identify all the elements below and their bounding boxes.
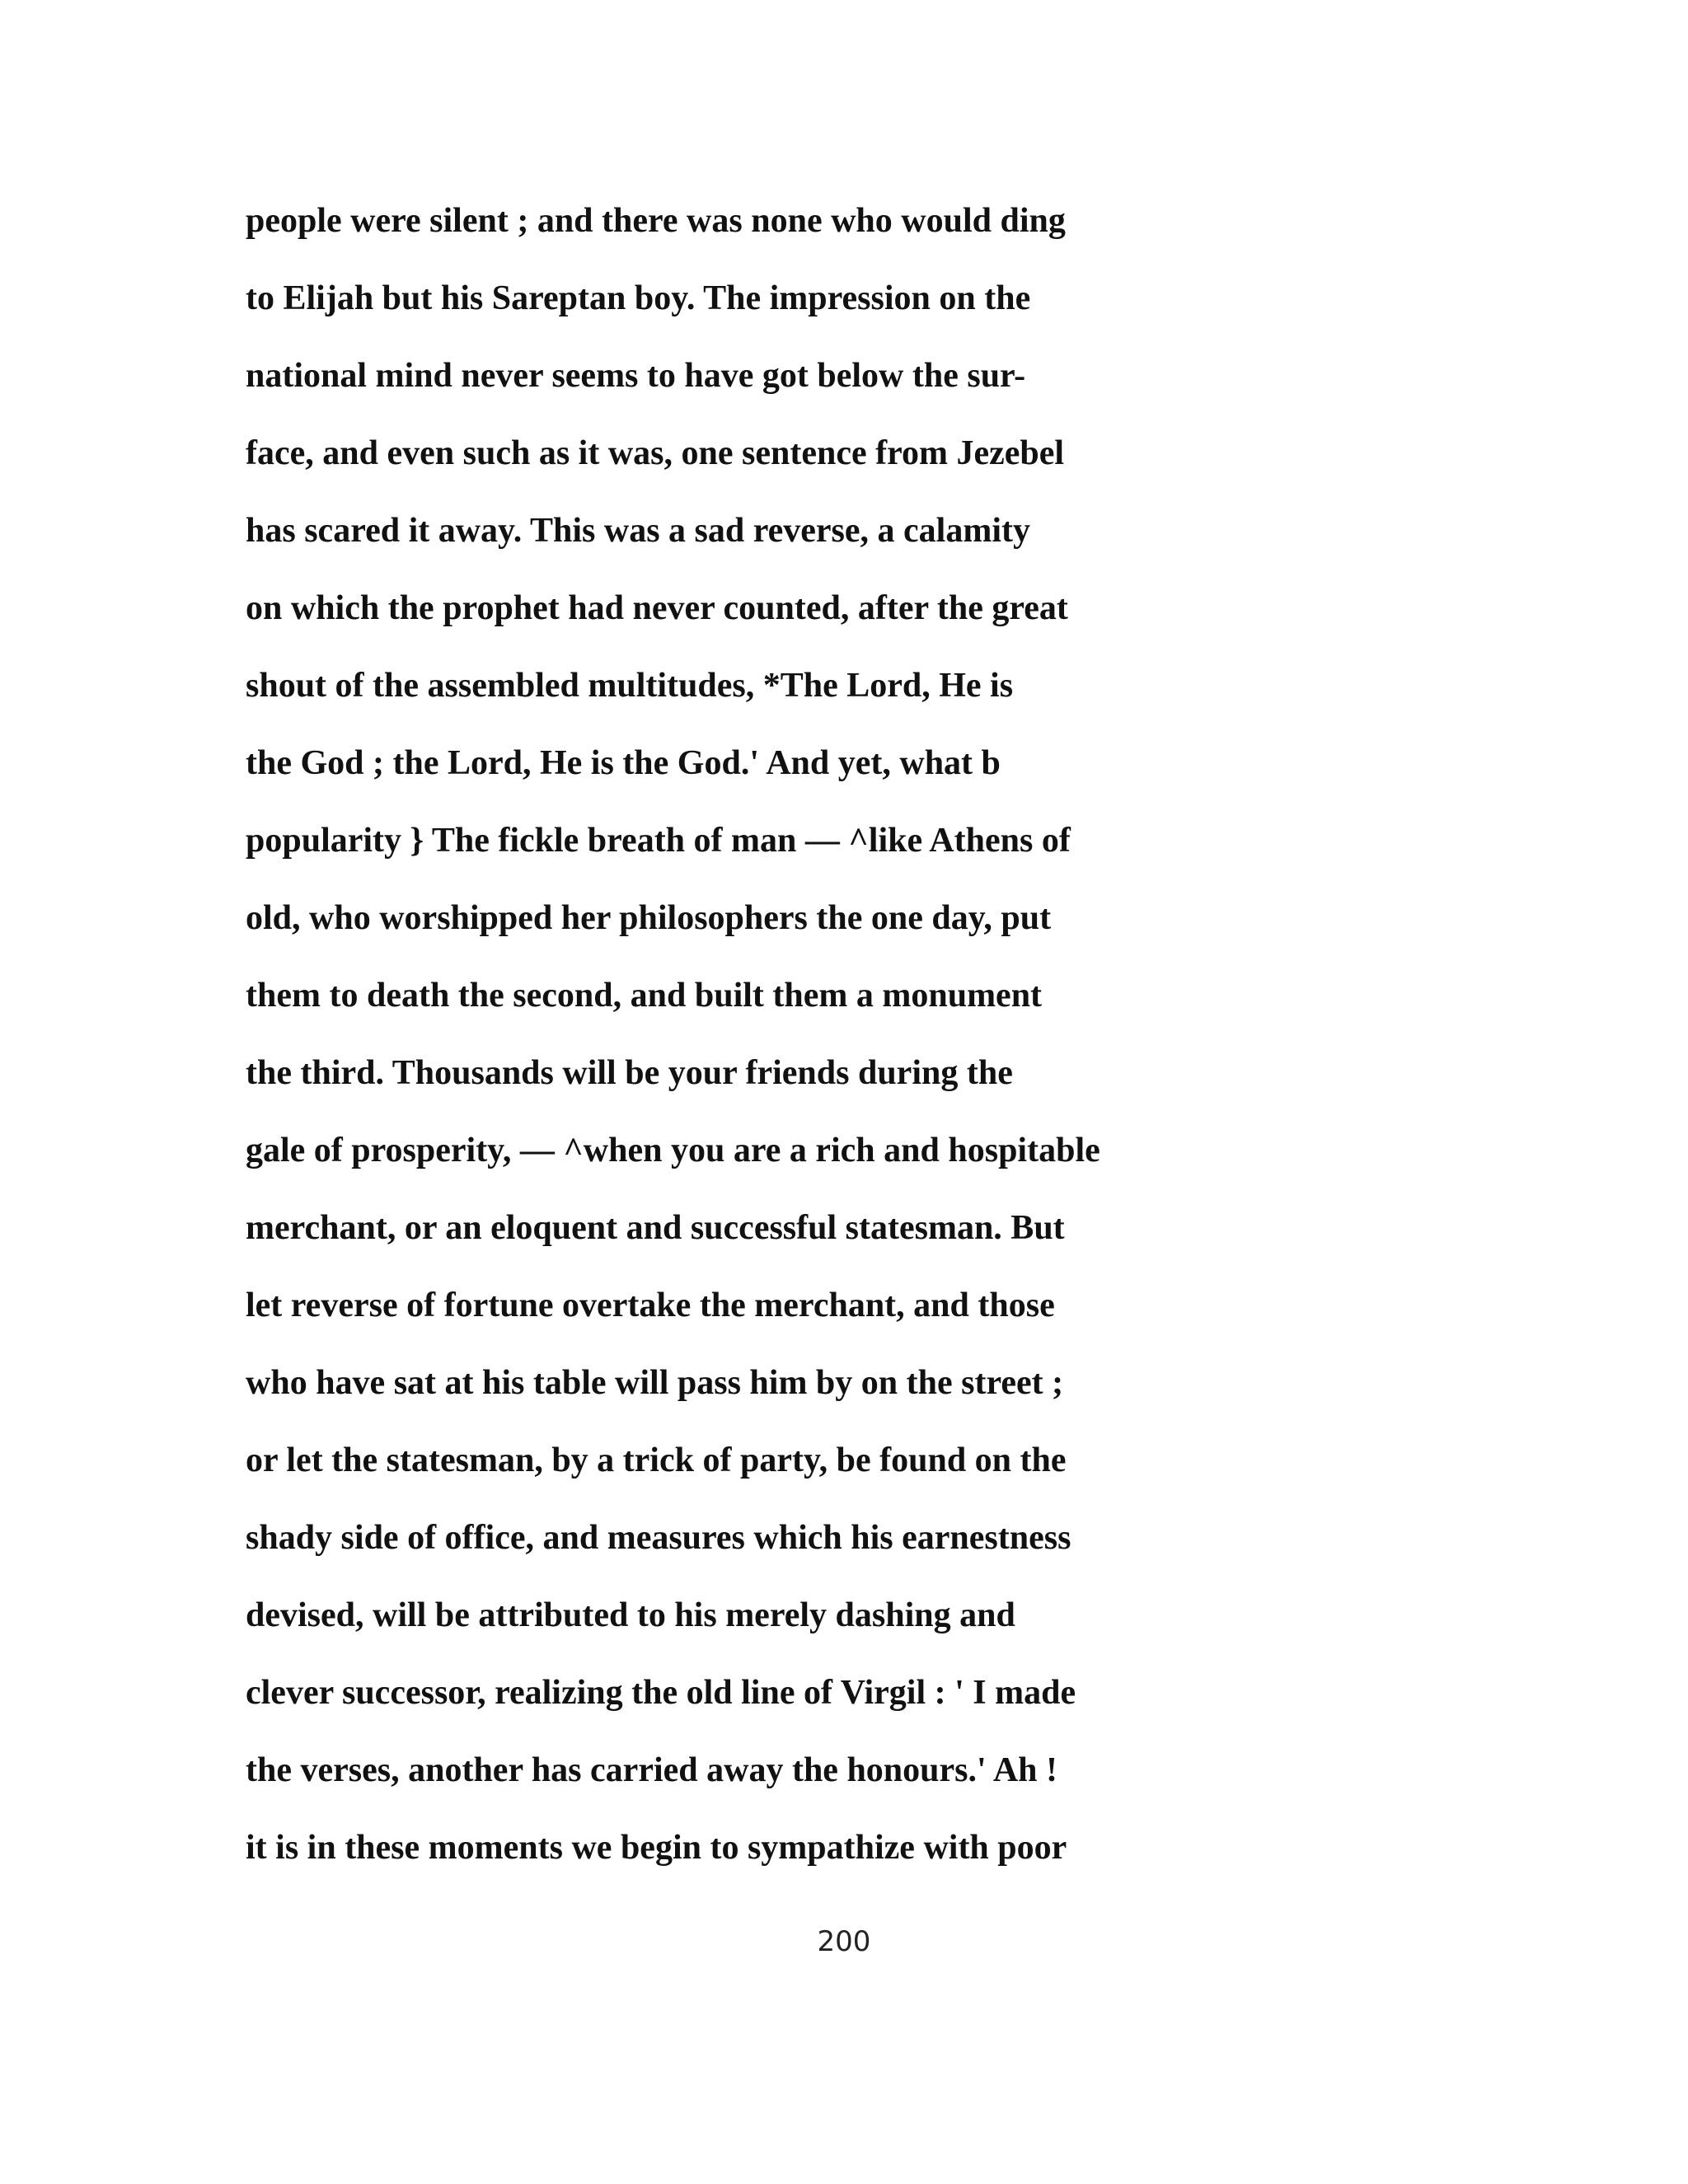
text-line: or let the statesman, by a trick of party, be found on the: [246, 1441, 1067, 1479]
text-line: merchant, or an eloquent and successful statesman. But: [246, 1209, 1065, 1247]
text-line: clever successor, realizing the old line of Virgil : ' I made: [246, 1674, 1076, 1712]
text-line: it is in these moments we begin to sympathize with poor: [246, 1829, 1067, 1867]
text-line: has scared it away. This was a sad reverse, a calamity: [246, 512, 1030, 550]
text-line: old, who worshipped her philosophers the one day, put: [246, 899, 1052, 937]
text-line: people were silent ; and there was none who would ding: [246, 202, 1066, 240]
text-line: them to death the second, and built them a monument: [246, 977, 1043, 1015]
text-line: shout of the assembled multitudes, *The Lord, He is: [246, 667, 1014, 705]
text-line: the verses, another has carried away the honours.' Ah !: [246, 1751, 1058, 1789]
text-line: gale of prosperity, — ^when you are a rich and hospitable: [246, 1132, 1100, 1169]
text-line: devised, will be attributed to his merely dashing and: [246, 1596, 1015, 1634]
text-line: who have sat at his table will pass him by on the street ;: [246, 1364, 1064, 1402]
text-line: let reverse of fortune overtake the merchant, and those: [246, 1286, 1055, 1324]
text-line: the third. Thousands will be your friends during the: [246, 1054, 1013, 1092]
text-line: shady side of office, and measures which his earnestness: [246, 1519, 1071, 1557]
text-line: the God ; the Lord, He is the God.' And yet, what b: [246, 744, 1001, 782]
text-line: face, and even such as it was, one sentence from Jezebel: [246, 434, 1065, 472]
body-text: [246, 194, 1531, 1899]
text-line: national mind never seems to have got below the sur-: [246, 357, 1026, 395]
text-line: to Elijah but his Sareptan boy. The impression on the: [246, 279, 1031, 317]
page-number: 200: [817, 1925, 871, 1958]
text-line: popularity } The fickle breath of man — ^like Athens of: [246, 822, 1071, 860]
text-line: on which the prophet had never counted, after the great: [246, 589, 1068, 627]
